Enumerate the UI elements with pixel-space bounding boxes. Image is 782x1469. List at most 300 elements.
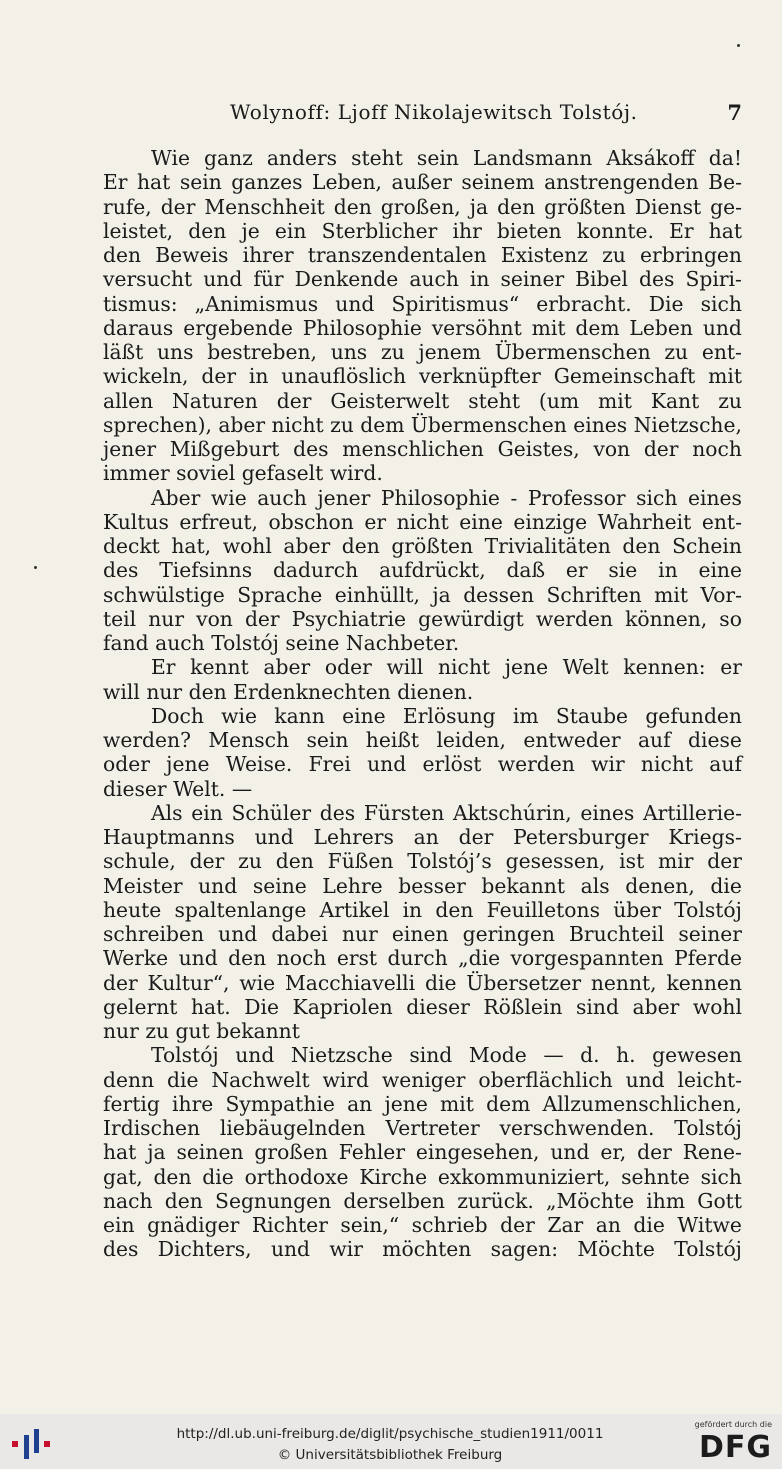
word: wickeln, [103,364,189,389]
word: denen, [625,873,695,898]
word: - [510,485,518,510]
word: können, [625,606,708,631]
word: Leben [629,315,693,340]
word: verknüpfter [418,364,541,389]
word: er, [600,1140,627,1165]
word: Segnungen [215,1188,332,1213]
text-line [103,316,742,340]
word: er [720,655,742,680]
word: heißt [365,728,420,752]
word: Welt [562,655,609,680]
text-line [103,777,742,801]
word: den [188,679,227,704]
word: der [276,388,312,413]
word: den [153,1164,192,1189]
word: zu [602,243,626,267]
word: anders [266,146,338,170]
word: Kapriolen [292,994,393,1019]
page-number: 7 [727,100,742,125]
word: zurück. [457,1188,534,1213]
word: mir [658,849,694,874]
word: dieser [406,994,470,1019]
word: Nietzsche [290,1043,393,1068]
word: im [512,703,539,728]
word: Aktschúrin, [452,800,572,825]
word: Nachbeter. [345,631,460,655]
text-line [103,631,742,655]
word: oder [103,752,150,777]
word: sich [700,291,742,316]
word: mit [598,388,632,413]
word: den [275,849,314,874]
word: Wie [151,146,190,170]
word: ja [469,194,489,219]
text-line [103,607,742,631]
word: seinen [176,1140,244,1165]
word: und [702,315,742,340]
word: Mensch [208,728,290,752]
word: wir [329,1237,363,1262]
word: wohl [692,994,742,1019]
word: Kant [650,388,700,413]
word: Be- [708,170,742,195]
text-line [103,1213,742,1237]
word: diese [688,728,742,752]
word: und [198,873,238,898]
word: Doch [151,703,204,728]
word: exkommuniziert, [437,1164,611,1189]
word: den [188,218,227,243]
word: Gott [697,1188,742,1213]
word: Richter [251,1213,328,1237]
word: Menschheit [204,194,325,219]
word: Professor [527,485,626,510]
word: Aksákoff [606,146,695,170]
text-line [103,1043,742,1067]
word: kennen [666,970,742,995]
word: den [435,897,474,922]
word: Nietzsche, [633,412,742,437]
word: Trivialitäten [484,534,611,558]
word: und [550,1140,590,1165]
text-line [103,146,742,170]
word: ein [274,218,307,243]
word: steht [468,388,520,413]
text-line [103,170,742,194]
word: Tolstój [151,1043,219,1068]
word: Erlösung [402,703,496,728]
word: ein [103,1213,135,1237]
word: Übersetzer [466,970,582,995]
word: der [103,970,138,995]
word: Kultur“, [147,970,230,995]
word: und [270,1237,311,1262]
word: die [633,1213,665,1237]
word: dem [486,1091,531,1116]
word: des [319,800,356,825]
word: noch [692,437,742,461]
text-line [103,413,742,437]
word: Tolstój [674,897,742,922]
word: entweder [523,728,621,752]
word: „Animismus [194,291,319,316]
word: einzige [513,509,588,534]
word: leiden, [436,728,506,752]
word: dadurch [272,558,359,583]
word: seine [285,631,340,655]
word: gewesen [652,1043,742,1068]
word: ihm [646,1188,686,1213]
word: heute [103,897,162,922]
word: Beweis [155,243,229,267]
word: soviel [176,461,236,486]
word: Sympathie [225,1091,335,1116]
text-line [103,874,742,898]
text-line [103,486,742,510]
word: erst [336,946,378,971]
word: sich [700,1164,742,1189]
word: in [402,897,423,922]
word: als [580,873,610,898]
word: Macchiavelli [285,970,416,995]
text-line [103,1165,742,1189]
word: eines [573,412,628,437]
word: nicht [396,509,449,534]
word: hat, [171,534,212,558]
word: hat. [190,994,231,1019]
word: Lehre [322,873,383,898]
word: Tolstój [674,1237,742,1262]
word: gefunden [645,703,742,728]
word: hat [708,218,742,243]
word: oberflächlich [478,1067,613,1092]
footer-copyright: © Universitätsbibliothek Freiburg [277,1447,503,1463]
word: den [622,534,661,558]
word: Denkende [294,267,399,292]
text-line [103,849,742,873]
word: uns [330,340,368,364]
word: der [500,1213,535,1237]
word: die [710,873,742,898]
word: Geisterwelt [330,388,450,413]
word: der [643,437,679,461]
word: läßt [103,340,144,364]
text-line [103,461,742,485]
text-line [103,1116,742,1140]
word: Nachwelt [211,1067,310,1092]
word: Petersburger [513,825,649,849]
word: in [469,267,490,292]
word: Zar [547,1213,584,1237]
word: dem [575,315,620,340]
text-line [103,389,742,413]
word: Meister [103,873,183,898]
word: Philosophie [380,485,500,510]
word: einen [391,922,449,946]
word: h. [616,1043,636,1068]
word: gefaselt [241,461,324,486]
word: den [103,243,142,267]
word: auf [709,752,742,777]
footer-bar [0,1414,782,1469]
word: unauflöslich [281,364,407,389]
word: denn [103,1067,155,1092]
word: der [244,606,280,631]
word: bestreben, [207,340,317,364]
word: werden [535,606,613,631]
word: nennt, [590,970,657,995]
word: anstrengenden [544,170,699,195]
word: daß [506,558,546,583]
word: eines [580,800,635,825]
word: wie [210,485,247,510]
word: je [241,218,260,243]
word: Psychiatrie [291,606,407,631]
word: Allzumenschlichen, [542,1091,742,1116]
word: versöhnt [431,315,522,340]
word: Er [103,170,128,195]
word: einhüllt, [334,582,420,607]
word: kennen: [623,655,706,680]
word: — [231,776,253,801]
word: kann [274,703,325,728]
word: erfreut, [179,509,258,534]
word: jene [166,752,210,777]
word: Erdenknechten [233,679,391,704]
word: seine [252,873,307,898]
word: auf [637,728,671,752]
word: sich [636,485,678,510]
word: Witwe [677,1213,742,1237]
word: mit [531,315,566,340]
word: Weise. [225,752,293,777]
text-line [103,898,742,922]
word: Irdischen [103,1116,201,1140]
word: leistet, [103,218,174,243]
word: Bruchteil [569,922,665,946]
word: erlöst [422,752,482,777]
word: Werke [103,946,169,971]
word: fand [103,631,149,655]
word: aber [632,994,680,1019]
word: ihre [172,1091,214,1116]
text-line [103,704,742,728]
word: an [347,1091,373,1116]
word: Mode [468,1043,527,1068]
text-line [103,971,742,995]
word: ergebende [183,315,293,340]
word: und [254,825,294,849]
word: Spiritismus“ [391,291,520,316]
word: Vor- [700,582,742,607]
word: auch [155,631,205,655]
word: Sprache [237,582,323,607]
word: dabei [271,922,328,946]
word: gesessen, [505,849,606,874]
word: ja [147,1140,166,1165]
text-line [103,267,742,291]
word: und [235,1043,275,1068]
word: Philosophie [302,315,422,340]
word: Dichters, [157,1237,252,1262]
word: weniger [381,1067,466,1092]
word: zu [238,849,262,874]
body-text [103,146,742,1262]
word: wir [591,752,625,777]
word: ihrer [242,243,294,267]
text-line [103,1140,742,1164]
word: der [160,194,196,219]
word: nicht [271,412,324,437]
word: an [413,825,439,849]
word: und [178,946,218,971]
word: in [248,364,269,389]
text-line [103,825,742,849]
word: jene [384,1091,428,1116]
scan-speck [737,44,740,47]
word: Übermenschen [494,340,651,364]
word: durch [387,946,448,971]
word: gut [175,1019,210,1043]
word: noch [276,946,327,971]
library-logo-icon [8,1427,52,1461]
word: Tiefsinns [159,558,253,583]
word: großen, [380,194,461,219]
text-line [103,728,742,752]
word: wohl [222,534,272,558]
word: bieten [496,218,562,243]
word: und [367,752,407,777]
word: hat [103,1140,137,1165]
word: dienen. [397,679,474,704]
word: verschwenden. [499,1116,655,1140]
word: kennt [190,655,249,680]
word: daraus [103,315,174,340]
word: mit [440,1091,474,1116]
word: derselben [343,1188,445,1213]
word: den [333,194,372,219]
header-title: Wolynoff: Ljoff Nikolajewitsch Tolstój. [230,100,638,124]
word: ent- [701,509,742,534]
word: Füßen [327,849,394,874]
word: sagen: [490,1237,559,1262]
word: seiner [500,267,565,292]
text-line [103,583,742,607]
word: sind [576,994,619,1019]
word: Bibel [575,267,629,292]
word: Tolstój’s [407,849,492,874]
word: Leben, [312,170,382,195]
text-line [103,195,742,219]
word: dessen [463,582,535,607]
word: hat [137,170,171,195]
word: Wahrheit [597,509,692,534]
word: wird [322,1067,370,1092]
text-line [103,510,742,534]
word: zu [380,340,405,364]
word: nur [342,922,378,946]
word: und [335,291,375,316]
word: ein [191,800,223,825]
text-line [103,558,742,582]
word: Möchte [577,1237,655,1262]
footer-url-link[interactable]: http://dl.ub.uni-freiburg.de/diglit/psychische_studien1911/0011 [176,1426,604,1442]
word: aber [218,412,266,437]
word: Rößlein [483,994,563,1019]
word: dem [360,412,405,437]
word: Gemeinschaft [553,364,696,389]
word: eingesehen, [415,1140,540,1165]
word: tismus: [103,291,178,316]
word: größten [391,534,474,558]
word: werden [497,752,575,777]
word: bekannt [481,873,566,898]
text-line [103,364,742,388]
word: zu [718,388,742,413]
word: rufe, [103,194,152,219]
dfg-word: DFG [698,1430,772,1465]
dfg-label: gefördert durch die [694,1420,772,1429]
word: ihr [452,218,482,243]
word: gelernt [103,994,178,1019]
word: schwülstige [103,582,225,607]
word: Staube [555,703,629,728]
word: deckt [103,534,160,558]
word: des [103,1237,139,1262]
word: den [164,1188,203,1213]
word: spaltenlange [174,897,307,922]
word: Artikel [319,897,390,922]
word: Er [669,218,694,243]
word: Spiri- [685,267,742,292]
text-line [103,946,742,970]
word: seiner [678,922,742,946]
word: jener [103,437,157,461]
text-line [103,1189,742,1213]
word: Übermenschen [410,412,567,437]
word: sein [306,728,349,752]
text-line [103,437,742,461]
word: leicht- [677,1067,742,1092]
word: von [593,437,631,461]
scan-speck [34,566,37,569]
word: nicht [437,655,491,680]
word: uns [156,340,194,364]
word: wie [221,703,258,728]
word: Kirche [359,1164,428,1189]
running-header [230,100,742,128]
word: zu [664,340,689,364]
word: nur [148,606,185,631]
word: — [543,1043,564,1068]
word: sein [179,170,222,195]
word: allen [103,388,154,413]
word: Geistes, [497,437,580,461]
word: Dienst [634,194,702,219]
word: Rene- [682,1140,742,1165]
word: obschon [268,509,354,534]
word: will [103,679,140,704]
word: Feuilletons [486,897,600,922]
word: mit [654,582,689,607]
word: ge- [710,194,742,219]
word: der [189,849,225,874]
word: nicht [640,752,694,777]
word: Als [151,800,183,825]
word: Lehrers [313,825,394,849]
word: nur [146,679,183,704]
text-line [103,680,742,704]
